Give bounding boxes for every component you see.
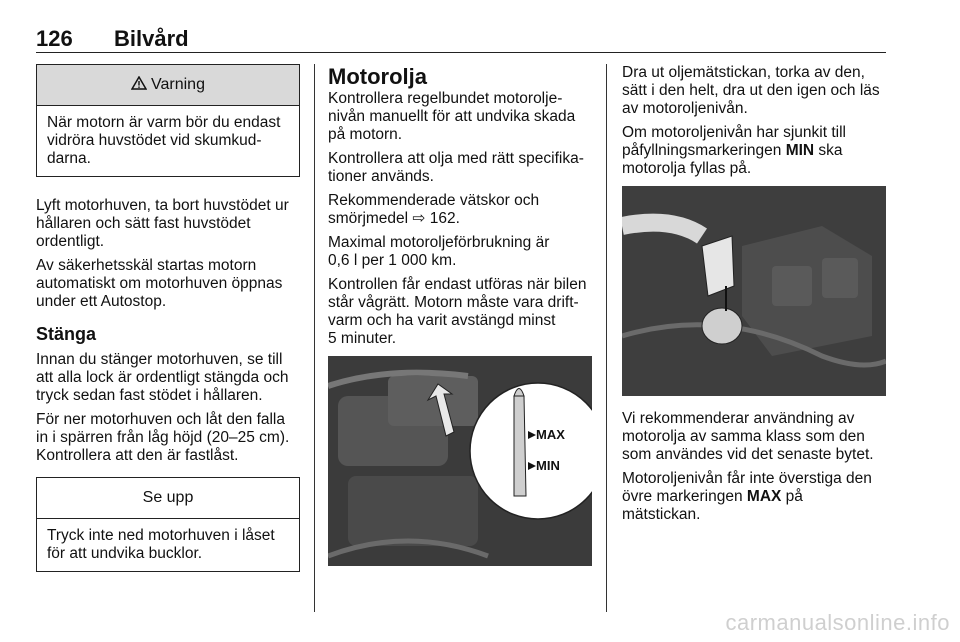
text-min-bold: MIN — [785, 142, 815, 159]
column-divider-2 — [606, 64, 607, 612]
paragraph-recommended-fluids: Rekommenderade vätskor och smörjmedel ⇨ 162. — [328, 192, 540, 227]
paragraph-lift-hood: Lyft motorhuven, ta bort huvstödet ur hållaren och sätt fast huvstödet ordentligt. — [36, 197, 289, 250]
paragraph-max-consumption: Maximal motoroljeförbrukning är 0,6 l per 1 000 km. — [328, 234, 550, 269]
warning-box-title: Varning — [151, 76, 205, 93]
paragraph-autostop: Av säkerhetsskäl startas motorn automatiskt om motorhuven öppnas under ett Autostop. — [36, 257, 283, 310]
paragraph-lower-hood: För ner motorhuven och låt den falla in i spärren från låg höjd (20–25 cm). Kontrollera att den är fastlåst. — [36, 411, 290, 464]
dipstick-label-min: MIN — [536, 458, 560, 473]
paragraph-max-mark — [622, 470, 886, 524]
warning-box-text: När motorn är varm bör du endast vidröra huvstödet vid skumkud- darna. — [47, 114, 281, 167]
page-number: 126 — [36, 26, 73, 51]
dipstick-photo — [328, 356, 592, 566]
text-max-post: på mätstickan. — [622, 488, 803, 523]
paragraph-min-mark — [622, 124, 886, 178]
text-min-pre: Om motoroljenivån har sjunkit till påfyllningsmarkeringen — [622, 124, 846, 159]
paragraph-check-conditions: Kontrollen får endast utföras när bilen står vågrätt. Motorn måste vara drift- varm och ha varit avstängd minst 5 minuter. — [328, 276, 587, 347]
text-max-bold: MAX — [746, 488, 782, 505]
warning-triangle-icon — [131, 76, 147, 95]
caution-box — [36, 477, 300, 572]
caution-box-title: Se upp — [142, 489, 194, 506]
caution-box-header — [37, 478, 299, 519]
column-right — [622, 64, 886, 530]
warning-box — [36, 64, 300, 177]
watermark: carmanualsonline.info — [725, 610, 950, 635]
dipstick-label-max: MAX — [536, 427, 565, 442]
paragraph-recommend-oil: Vi rekommenderar användning av motorolja av samma klass som den som användes vid det senaste bytet. — [622, 410, 874, 463]
header-rule — [36, 52, 886, 53]
column-divider — [314, 64, 315, 612]
warning-box-header — [37, 65, 299, 106]
heading-stanga: Stänga — [36, 324, 97, 344]
paragraph-check-regularly: Kontrollera regelbundet motorolje- nivån manuellt för att undvika skada på motorn. — [328, 90, 576, 143]
oil-fill-photo — [622, 186, 886, 396]
column-middle — [328, 64, 594, 566]
heading-motorolja: Motorolja — [328, 64, 427, 89]
page-header — [36, 26, 886, 52]
paragraph-oil-spec: Kontrollera att olja med rätt specifika- tioner används. — [328, 150, 584, 185]
page-title: Bilvård — [114, 26, 189, 51]
text-max-pre: Motoroljenivån får inte överstiga den övre markeringen — [622, 470, 872, 505]
paragraph-pull-dipstick: Dra ut oljemätstickan, torka av den, sätt i den helt, dra ut den igen och läs av motoroljenivån. — [622, 64, 880, 117]
text-min-post: ska motorolja fyllas på. — [622, 142, 843, 177]
column-left — [36, 64, 300, 586]
paragraph-close-check: Innan du stänger motorhuven, se till att alla lock är ordentligt stängda och tryck sedan fast stödet i hållaren. — [36, 351, 289, 404]
caution-box-text: Tryck inte ned motorhuven i låset för att undvika bucklor. — [47, 527, 275, 562]
